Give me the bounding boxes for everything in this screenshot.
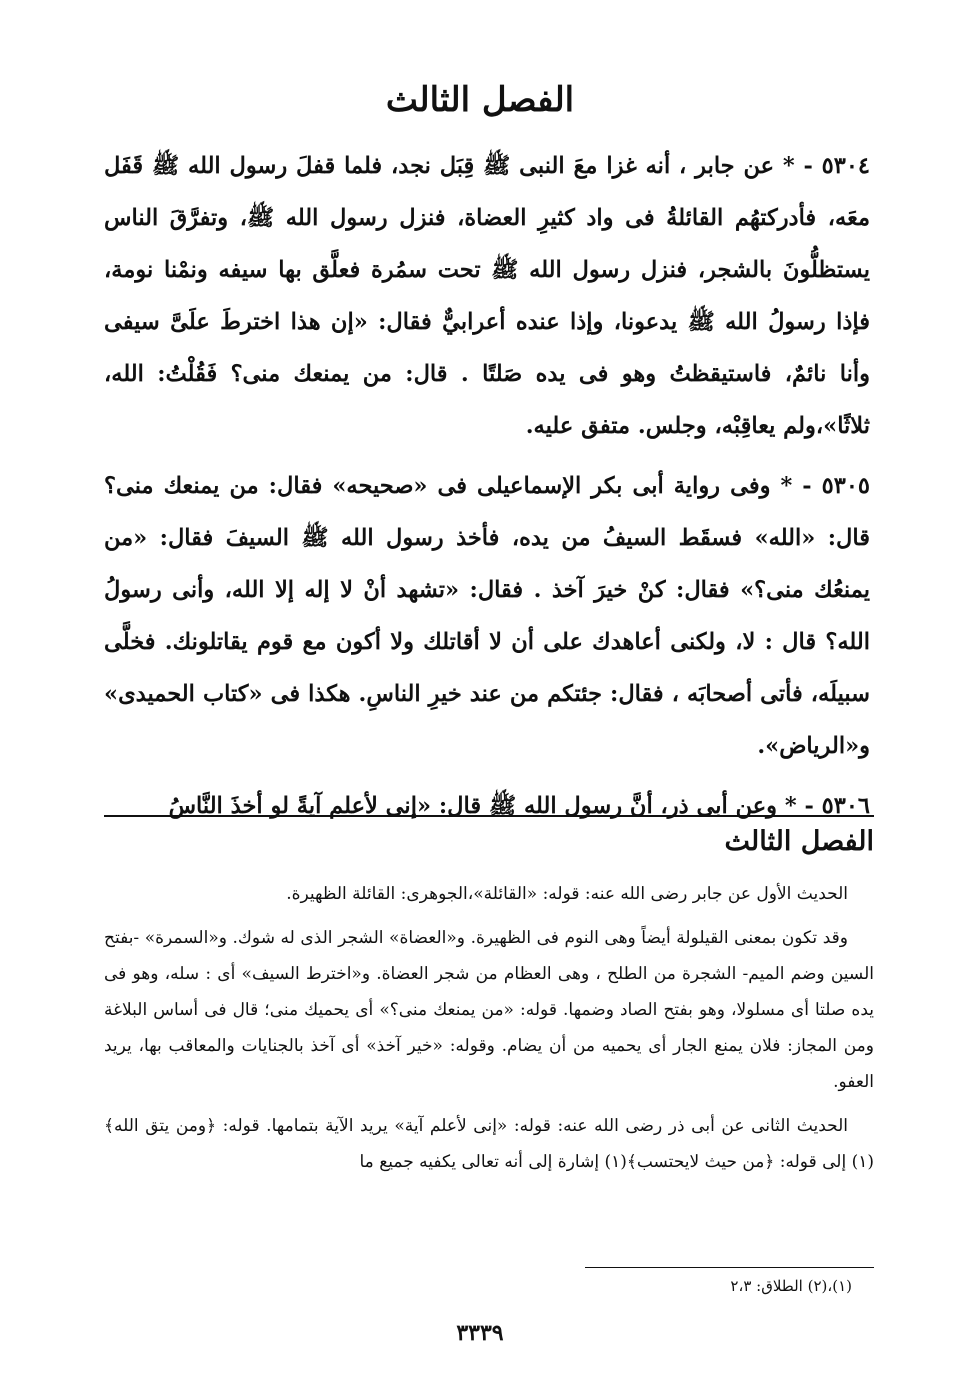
commentary-section	[104, 876, 874, 1188]
page-number: ٣٣٣٩	[456, 1320, 504, 1346]
commentary-paragraph: وقد تكون بمعنى القيلولة أيضاً وهى النوم فى الظهيرة. و«العضاة» الشجر الذى له شوك. و«السمرة» -بفتح السين وضم الميم- الشجرة من الطلح ، وهى العظام من شجر العضاة. و«اخترط السيف» أى : سله، وهو فى يده صلتا أى مسلولا، وهو بفتح الصاد وضمها. قوله: «من يمنعك منى؟» أى يحميك منى؛ قال فى أساس البلاغة ومن المجاز: فلان يمنع الجار أى يحميه من أن يضام. وقوله: «خير آخذ» أى آخذ بالجنايات والمعاقب بها، يريد العفو.	[104, 928, 874, 1092]
chapter-title: الفصل الثالث	[385, 80, 575, 120]
commentary-paragraph: الحديث الثانى عن أبى ذر رضى الله عنه: قوله: «إنى لأعلم آية» يريد الآية بتمامها. قوله: ﴿ومن يتق الله﴾(١) إلى قوله: ﴿من حيث لايحتسب﴾(١) إشارة إلى أنه تعالى يكفيه جميع ما	[104, 1116, 874, 1172]
commentary-paragraph: الحديث الأول عن جابر رضى الله عنه: قوله: «القائلة»،الجوهرى: القائلة الظهيرة.	[286, 884, 848, 904]
hadith-5306: ٥٣٠٦ - * وعن أبى ذر، أنَّ رسول الله ﷺ قال: «إنى لأعلم آيةً لو أخذَ النَّاسُ	[168, 793, 870, 819]
section-divider	[104, 815, 874, 817]
footnote: (١)،(٢) الطلاق: ٢،٣	[730, 1277, 852, 1295]
footnote-divider	[585, 1267, 874, 1268]
hadith-section	[104, 140, 870, 840]
commentary-title: الفصل الثالث	[724, 826, 874, 857]
hadith-5304: ٥٣٠٤ - * عن جابر ، أنه غزا معَ النبى ﷺ قِبَل نجد، فلما قفلَ رسول الله ﷺ قَفَل معَه، فأدركتهُم القائلةُ فى واد كثيرِ العضاة، فنزل رسول الله ﷺ، وتفرَّقَ الناس يستظلُّونَ بالشجر، فنزل رسول الله ﷺ تحت سمُرة فعلَّق بها سيفه ونمْنا نومة، فإذا رسولُ الله ﷺ يدعونا، وإذا عنده أعرابيٌّ فقال: «إن هذا اخترطَ علَىَّ سيفى وأنا نائمٌ، فاستيقظتُ وهو فى يده صَلتًا . قال: من يمنعك منى؟ فَقُلْتُ: الله، ثلاثًا»،ولم يعاقِبْه، وجلس. متفق عليه.	[104, 153, 870, 439]
hadith-5305: ٥٣٠٥ - * وفى رواية أبى بكر الإسماعيلى فى «صحيحه» فقال: من يمنعك منى؟ قال: «الله» فسقَط السيفُ من يده، فأخذ رسول الله ﷺ السيفَ فقال: «من يمنعُك منى؟» فقال: كنْ خيرَ آخذ . فقال: «تشهد أنْ لا إله إلا الله، وأنى رسولُ الله؟ قال : لا، ولكنى أعاهدك على أن لا أقاتلك ولا أكون مع قوم يقاتلونك. فخلَّى سبيلَه، فأتى أصحابَه ، فقال: جئتكم من عند خيرِ الناسِ. هكذا فى «كتاب الحميدى» و«الرياض».	[104, 473, 870, 759]
